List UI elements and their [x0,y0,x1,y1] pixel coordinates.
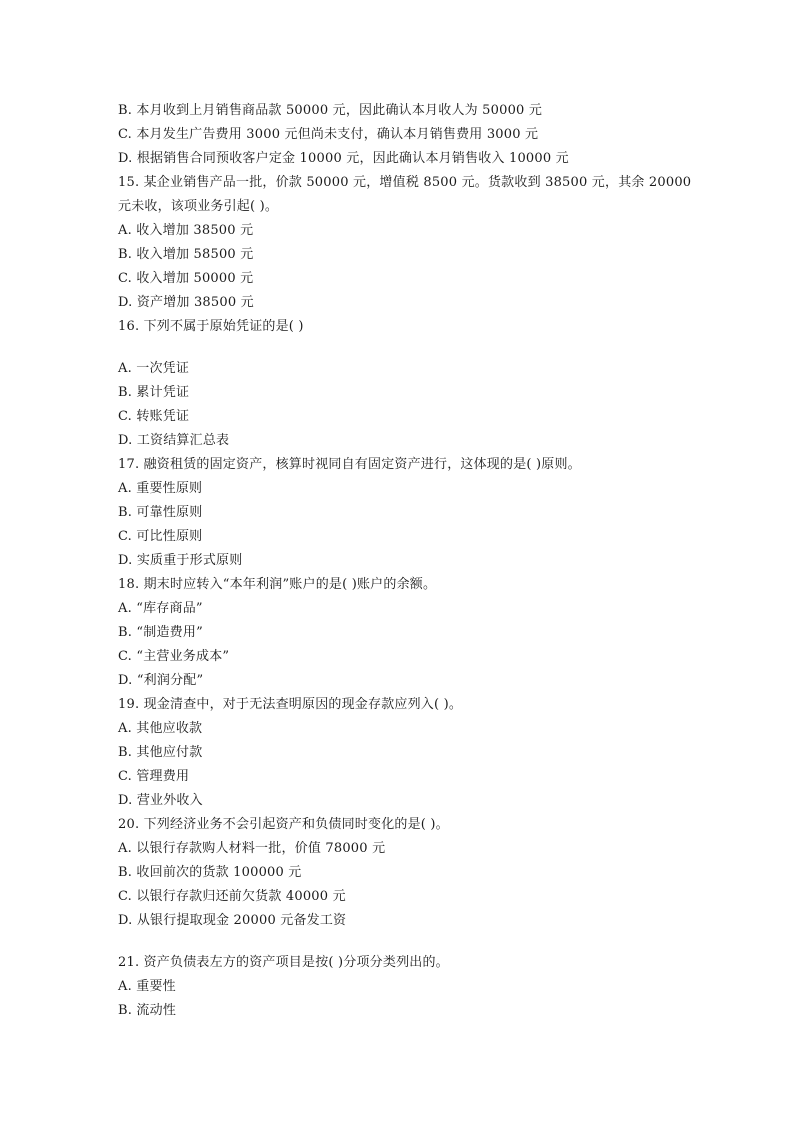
option-17-d: D. 实质重于形式原则 [118,553,243,568]
option-20-a: A. 以银行存款购人材料一批，价值 78000 元 [118,841,386,856]
option-21-b: B. 流动性 [118,1003,177,1018]
option-18-c: C. “主营业务成本” [118,649,230,664]
option-18-b: B. “制造费用” [118,625,203,640]
question-17: 17. 融资租赁的固定资产，核算时视同自有固定资产进行，这体现的是( )原则。 [118,457,581,472]
option-17-a: A. 重要性原则 [118,481,203,496]
option-18-a: A. “库存商品” [118,601,203,616]
option-14-b: B. 本月收到上月销售商品款 50000 元，因此确认本月收人为 50000 元 [118,103,543,118]
question-21: 21. 资产负债表左方的资产项目是按( )分项分类列出的。 [118,955,449,970]
question-15: 15. 某企业销售产品一批，价款 50000 元，增值税 8500 元。货款收到 38500 元，其余 20000 [118,175,692,190]
option-16-a: A. 一次凭证 [118,361,190,376]
option-19-d: D. 营业外收入 [118,793,203,808]
option-16-d: D. 工资结算汇总表 [118,433,230,448]
option-20-b: B. 收回前次的货款 100000 元 [118,865,302,880]
option-15-c: C. 收入增加 50000 元 [118,271,254,286]
option-17-b: B. 可靠性原则 [118,505,203,520]
option-20-c: C. 以银行存款归还前欠货款 40000 元 [118,889,346,904]
option-16-b: B. 累计凭证 [118,385,190,400]
option-19-b: B. 其他应付款 [118,745,203,760]
option-19-a: A. 其他应收款 [118,721,203,736]
option-18-d: D. “利润分配” [118,673,204,688]
question-19: 19. 现金清查中，对于无法查明原因的现金存款应列入( )。 [118,697,463,712]
option-17-c: C. 可比性原则 [118,529,203,544]
option-15-d: D. 资产增加 38500 元 [118,295,254,310]
option-21-a: A. 重要性 [118,979,176,994]
option-14-c: C. 本月发生广告费用 3000 元但尚未支付，确认本月销售费用 3000 元 [118,127,539,142]
question-20: 20. 下列经济业务不会引起资产和负债同时变化的是( )。 [118,817,449,832]
option-14-d: D. 根据销售合同预收客户定金 10000 元，因此确认本月销售收入 10000 元 [118,151,569,166]
question-16: 16. 下列不属于原始凭证的是( ) [118,319,304,334]
option-20-d: D. 从银行提取现金 20000 元备发工资 [118,913,347,928]
option-19-c: C. 管理费用 [118,769,190,784]
option-15-b: B. 收入增加 58500 元 [118,247,254,262]
question-18: 18. 期末时应转入“本年利润”账户的是( )账户的余额。 [118,577,437,592]
option-15-a: A. 收入增加 38500 元 [118,223,254,238]
option-16-c: C. 转账凭证 [118,409,190,424]
question-15-cont: 元未收，该项业务引起( )。 [118,199,279,214]
